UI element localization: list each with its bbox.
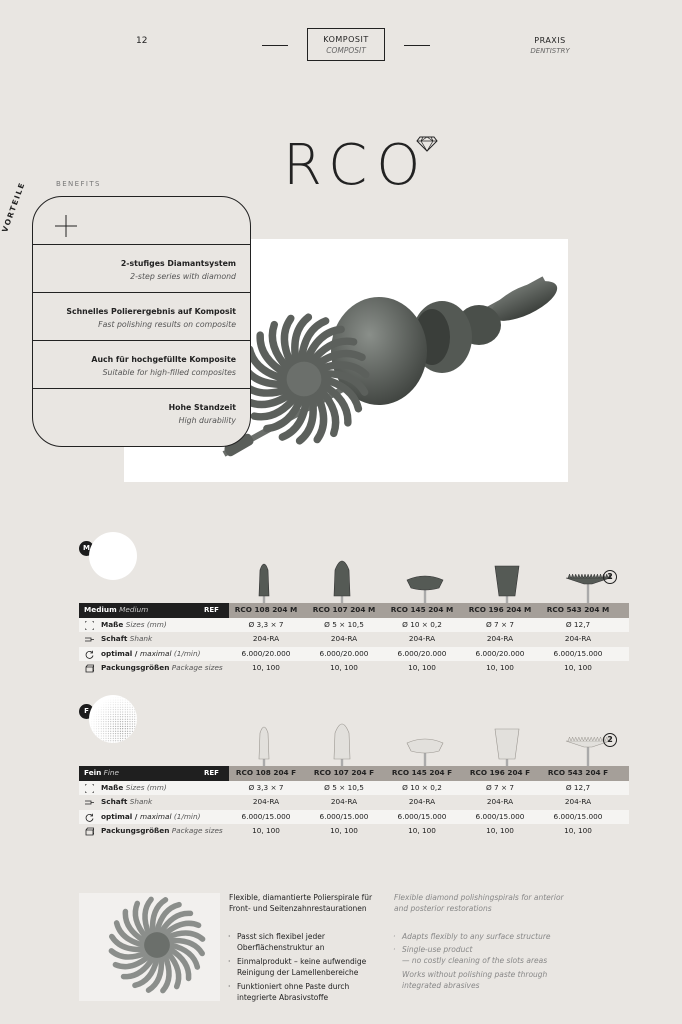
ref-cell: RCO 108 204 M: [234, 605, 298, 614]
benefits-label-de: VORTEILE: [0, 180, 27, 234]
cup-polisher: [495, 566, 519, 608]
benefit-item: [33, 388, 250, 436]
row-label: [101, 824, 223, 839]
label-en: (1/min): [173, 648, 201, 658]
header-rule-right: [404, 45, 430, 46]
cell: 204-RA: [252, 797, 280, 806]
grade-name: [84, 766, 119, 781]
ref-cell: RCO 108 204 F: [235, 768, 297, 777]
dimensions-icon: [85, 621, 94, 630]
row-label: [101, 632, 152, 647]
benefit-de: 2-stufiges Diamantsystem: [120, 259, 236, 268]
row-label: [101, 618, 167, 633]
grade-de: Fein: [84, 768, 102, 777]
cell: Ø 5 × 10,5: [324, 782, 364, 792]
benefit-item: [33, 244, 250, 292]
label-de: Schaft: [101, 797, 128, 806]
benefit-de: Auch für hochgefüllte Komposite: [91, 355, 236, 364]
cell: 6.000/15.000: [553, 811, 603, 821]
cell: Ø 7 × 7: [485, 782, 515, 792]
bullet-polisher: [334, 724, 350, 771]
cell: 6.000/15.000: [553, 648, 603, 658]
bullet-text: — no costly cleaning of the slots areas: [402, 956, 548, 965]
cell: 6.000/15.000: [475, 811, 525, 821]
label-de: Packungsgrößen: [101, 826, 170, 835]
spiral-hub: [287, 362, 322, 397]
spiral-polisher-graphic: [79, 893, 220, 1001]
section-en: COMPOSIT: [326, 46, 366, 55]
benefits-label: [0, 180, 27, 233]
grade-badge-medium: M: [79, 541, 94, 556]
bullet-de: · Passt sich flexibel jeder Oberflächenstruktur an: [228, 932, 325, 952]
bullet-text: Einmalprodukt – keine aufwendige Reinigung der Lamellenbereiche: [237, 957, 367, 977]
ref-cell: RCO 196 204 F: [469, 768, 531, 777]
table-row: [79, 810, 629, 825]
category-de: PRAXIS: [534, 36, 566, 45]
bullet-en: · Single-use product: [393, 945, 473, 954]
bullet-text: Single-use product: [402, 945, 473, 954]
cell: 10, 100: [330, 663, 358, 672]
table-row: [79, 661, 629, 676]
row-label: [101, 795, 152, 810]
table-row: [79, 824, 629, 839]
cell: 6.000/20.000: [319, 648, 369, 658]
table-header-row: [79, 603, 629, 618]
cell: 204-RA: [408, 634, 436, 643]
spiral-lamella: [316, 393, 323, 440]
polisher-tools: [0, 711, 682, 771]
cell: 6.000/20.000: [397, 648, 447, 658]
cell: Ø 3,3 × 7: [248, 782, 284, 792]
cell: 10, 100: [486, 663, 514, 672]
header-rule-left: [262, 45, 288, 46]
ref-cell: RCO 107 204 M: [312, 605, 376, 614]
intro-en: Flexible diamond polishingspirals for anterior and posterior restorations: [394, 893, 564, 913]
ref-cell: RCO 107 204 F: [313, 768, 375, 777]
cell: 10, 100: [564, 663, 592, 672]
diamond-icon: [416, 136, 438, 152]
row-label: [101, 781, 167, 796]
cell: Ø 5 × 10,5: [324, 619, 364, 629]
cell: 10, 100: [408, 826, 436, 835]
cell: 204-RA: [486, 634, 514, 643]
label-en: Package sizes: [171, 663, 223, 672]
shank-icon: [85, 798, 94, 807]
row-label: [101, 661, 223, 676]
table-row: [79, 618, 629, 633]
ref-cell: RCO 543 204 M: [546, 605, 610, 614]
cell: 10, 100: [564, 826, 592, 835]
ref-cell: RCO 145 204 M: [390, 605, 454, 614]
benefit-en: High durability: [178, 416, 236, 425]
ref-cell: RCO 145 204 F: [391, 768, 453, 777]
category: [520, 36, 580, 55]
benefits-card: [32, 196, 251, 447]
table-row: [79, 781, 629, 796]
cell: Ø 10 × 0,2: [402, 619, 442, 629]
label-de: Maße: [101, 782, 124, 792]
dimensions-icon: [85, 784, 94, 793]
package-icon: [85, 664, 94, 673]
bullet-en: [402, 970, 582, 991]
benefit-en: Suitable for high-filled composites: [102, 368, 236, 377]
spiral-lamella: [284, 318, 291, 365]
cell: 6.000/20.000: [241, 648, 291, 658]
quantity-badge: 2: [603, 570, 617, 584]
row-label: [101, 647, 200, 662]
bullet-text: Adapts flexibly to any surface structure: [402, 932, 551, 941]
spiral-polisher-photo: [79, 893, 220, 1001]
benefit-item: [33, 340, 250, 388]
intro-de: Flexible, diamantierte Polierspirale für Front- und Seitenzahnrestaurationen: [229, 893, 373, 913]
benefit-item: [33, 292, 250, 340]
package-icon: [85, 827, 94, 836]
cell: Ø 12,7: [565, 782, 591, 792]
label-de2: maximal: [140, 811, 172, 821]
label-en: Shank: [129, 634, 153, 643]
label-de: optimal /: [101, 811, 140, 821]
benefit-en: Fast polishing results on composite: [98, 320, 236, 329]
cell: 204-RA: [252, 634, 280, 643]
cell: 6.000/15.000: [397, 811, 447, 821]
label-de: Maße: [101, 619, 124, 629]
page-number: 12: [136, 36, 148, 46]
cell: 10, 100: [408, 663, 436, 672]
grade-name: [84, 603, 148, 618]
section-box: [307, 28, 385, 61]
cell: 204-RA: [330, 634, 358, 643]
cell: Ø 3,3 × 7: [248, 619, 284, 629]
cell: 6.000/20.000: [475, 648, 525, 658]
bullet-text: Funktioniert ohne Paste durch integrierte Abrasivstoffe: [237, 982, 350, 1002]
spiral-hub: [144, 932, 170, 958]
bullet-text: Works without polishing paste through integrated abrasives: [402, 970, 548, 990]
table-row: [79, 632, 629, 647]
product-title: RCO: [283, 133, 430, 198]
row-label: [101, 810, 200, 825]
ref-cell: RCO 196 204 M: [468, 605, 532, 614]
label-de: optimal /: [101, 648, 140, 658]
label-en: Sizes (mm): [125, 782, 167, 792]
cell: 6.000/15.000: [241, 811, 291, 821]
label-de2: maximal: [140, 648, 172, 658]
cell: 10, 100: [486, 826, 514, 835]
grade-en: Fine: [103, 768, 120, 777]
label-en: Package sizes: [171, 826, 223, 835]
benefit-de: Hohe Standzeit: [168, 403, 236, 412]
label-en: (1/min): [173, 811, 201, 821]
cell: 10, 100: [252, 826, 280, 835]
benefits-label-en: BENEFITS: [56, 180, 101, 188]
cell: 6.000/15.000: [319, 811, 369, 821]
cell: 204-RA: [408, 797, 436, 806]
label-en: Shank: [129, 797, 153, 806]
grade-badge-fine: F: [79, 704, 94, 719]
cell: 204-RA: [330, 797, 358, 806]
ref-label: REF: [204, 606, 219, 614]
table-row: [79, 795, 629, 810]
cell: Ø 7 × 7: [485, 619, 515, 629]
quantity-badge: 2: [603, 733, 617, 747]
bullet-text: Passt sich flexibel jeder Oberflächenstruktur an: [237, 932, 325, 952]
rotation-icon: [85, 813, 94, 822]
label-de: Packungsgrößen: [101, 663, 170, 672]
polisher-tools: [0, 548, 682, 608]
grade-en: Medium: [119, 605, 149, 614]
ref-cell: RCO 543 204 F: [547, 768, 609, 777]
bullet-polisher: [334, 561, 350, 608]
rotation-icon: [85, 650, 94, 659]
bullet-de: · Funktioniert ohne Paste durch integrierte Abrasivstoffe: [228, 982, 350, 1002]
shank-icon: [85, 635, 94, 644]
plus-icon: [55, 215, 77, 237]
flame-polisher: [259, 727, 269, 771]
table-row: [79, 647, 629, 662]
cell: 10, 100: [252, 663, 280, 672]
grade-de: Medium: [84, 605, 117, 614]
bullet-en: · Adapts flexibly to any surface structure: [393, 932, 551, 941]
benefit-de: Schnelles Polierergebnis auf Komposit: [66, 307, 236, 316]
benefit-en: 2-step series with diamond: [130, 272, 236, 281]
bullet-en-cont: [402, 956, 582, 967]
ref-label: REF: [204, 769, 219, 777]
cell: Ø 12,7: [565, 619, 591, 629]
bullet-de: · Einmalprodukt – keine aufwendige Reinigung der Lamellenbereiche: [228, 957, 367, 977]
table-header-row: [79, 766, 629, 781]
cell: 204-RA: [486, 797, 514, 806]
label-en: Sizes (mm): [125, 619, 167, 629]
flame-polisher: [259, 564, 269, 608]
cup-polisher: [495, 729, 519, 771]
cell: Ø 10 × 0,2: [402, 782, 442, 792]
cell: 10, 100: [330, 826, 358, 835]
section-de: KOMPOSIT: [323, 35, 369, 44]
category-en: DENTISTRY: [530, 47, 570, 55]
label-de: Schaft: [101, 634, 128, 643]
cell: 204-RA: [564, 797, 592, 806]
cell: 204-RA: [564, 634, 592, 643]
